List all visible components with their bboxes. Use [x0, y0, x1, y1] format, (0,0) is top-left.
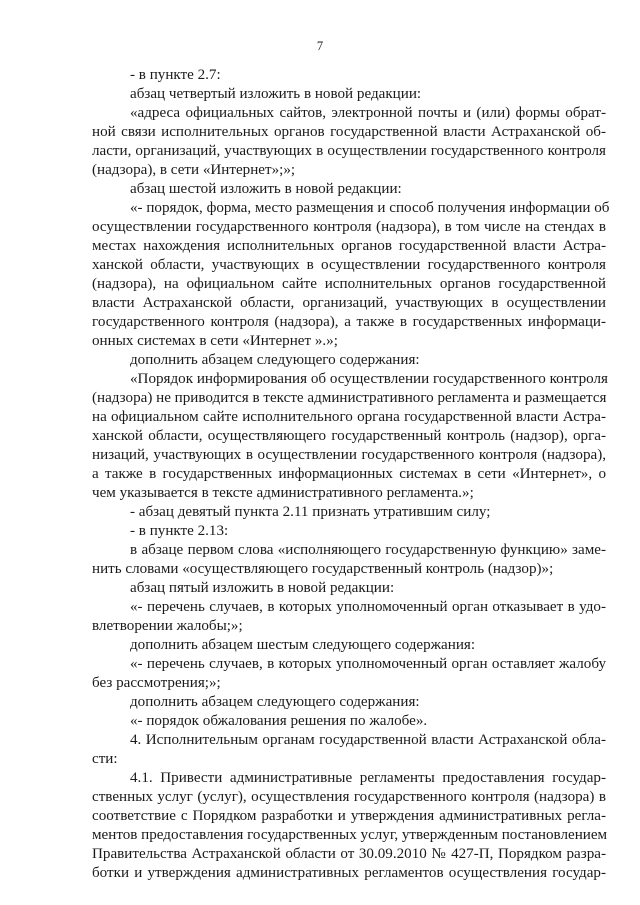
- text-line: абзац четвертый изложить в новой редакции:: [130, 86, 422, 102]
- text-line: в абзаце первом слова «исполняющего государственную функцию» заме-: [130, 542, 606, 558]
- text-line: абзац пятый изложить в новой редакции:: [130, 580, 395, 596]
- text-line: онных системах в сети «Интернет ».»;: [92, 333, 338, 349]
- text-line: 4. Исполнительным органам государственной власти Астраханской обла-: [130, 732, 606, 748]
- text-line: (надзора), на официальном сайте исполнительных органов государственной: [92, 276, 606, 292]
- text-line: 4.1. Привести административные регламенты предоставления государ-: [130, 770, 606, 786]
- text-line: ханской области, осуществляющего государственный контроль (надзор), орга-: [92, 428, 606, 444]
- text-line: - в пункте 2.7:: [130, 67, 221, 83]
- text-line: без рассмотрения;»;: [92, 675, 221, 691]
- text-line: а также в государственных информационных системах в сети «Интернет», о: [92, 466, 606, 482]
- text-line: ственных услуг (услуг), осуществления государственного контроля (надзора) в: [92, 789, 606, 805]
- text-line: сти:: [92, 751, 118, 767]
- text-line: - в пункте 2.13:: [130, 523, 229, 539]
- text-line: «- перечень случаев, в которых уполномоченный орган отказывает в удо-: [130, 599, 606, 615]
- text-line: ботки и утверждения административных регламентов осуществления государ-: [92, 865, 606, 881]
- text-line: «- перечень случаев, в которых уполномоченный орган оставляет жалобу: [130, 656, 606, 672]
- text-line: «адреса официальных сайтов, электронной почты и (или) формы обрат-: [130, 105, 606, 121]
- text-line: власти Астраханской области, организаций, участвующих в осуществлении: [92, 295, 606, 311]
- text-line: абзац шестой изложить в новой редакции:: [130, 181, 402, 197]
- text-line: Правительства Астраханской области от 30.09.2010 № 427-П, Порядком разра-: [92, 846, 606, 862]
- text-line: государственного контроля (надзора), а также в государственных информаци-: [92, 314, 606, 330]
- text-line: соответствие с Порядком разработки и утверждения административных регла-: [92, 808, 606, 824]
- text-line: ласти, организаций, участвующих в осуществлении государственного контроля: [92, 143, 606, 159]
- text-line: на официальном сайте исполнительного органа государственной власти Астра-: [92, 409, 606, 425]
- text-line: нить словами «осуществляющего государственный контроль (надзор)»;: [92, 561, 554, 577]
- text-line: (надзора), в сети «Интернет»;»;: [92, 162, 296, 178]
- text-line: (надзора) не приводится в тексте административного регламента и размещается: [92, 390, 607, 406]
- text-line: ной связи исполнительных органов государственной власти Астраханской об-: [92, 124, 606, 140]
- text-line: низаций, участвующих в осуществлении государственного контроля (надзора),: [92, 447, 606, 463]
- text-line: ментов предоставления государственных услуг, утвержденным постановлением: [92, 827, 608, 843]
- text-line: осуществлении государственного контроля (надзора), в том числе на стендах в: [92, 219, 606, 235]
- document-body: [92, 66, 610, 883]
- text-line: дополнить абзацем следующего содержания:: [130, 694, 420, 710]
- text-line: дополнить абзацем шестым следующего содержания:: [130, 637, 476, 653]
- text-line: «Порядок информирования об осуществлении государственного контроля: [130, 371, 608, 387]
- text-line: - абзац девятый пункта 2.11 признать утратившим силу;: [130, 504, 491, 520]
- text-line: «- порядок, форма, место размещения и способ получения информации об: [130, 200, 610, 216]
- text-line: влетворении жалобы;»;: [92, 618, 243, 634]
- text-line: дополнить абзацем следующего содержания:: [130, 352, 420, 368]
- text-line: «- порядок обжалования решения по жалобе».: [130, 713, 428, 729]
- page-number: 7: [316, 39, 324, 53]
- text-line: чем указывается в тексте административного регламента.»;: [92, 485, 474, 501]
- text-line: местах нахождения исполнительных органов государственной власти Астра-: [92, 238, 606, 254]
- text-line: ханской области, участвующих в осуществлении государственного контроля: [92, 257, 606, 273]
